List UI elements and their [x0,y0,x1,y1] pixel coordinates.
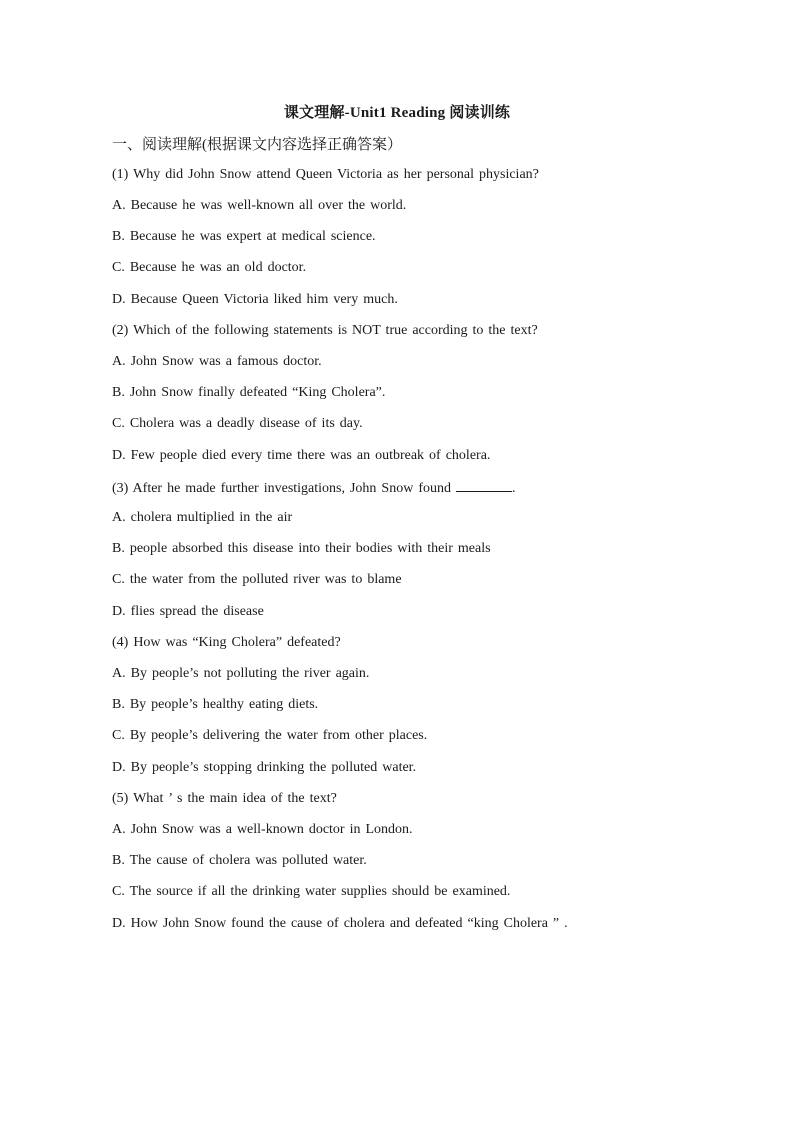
question-3-stem-text: (3) After he made further investigations, John Snow found [112,481,451,496]
question-4-option-b: B. By people’s healthy eating diets. [112,697,319,712]
question-1-option-b: B. Because he was expert at medical science. [112,229,376,244]
question-3-option-d: D. flies spread the disease [112,604,264,619]
question-4-stem: (4) How was “King Cholera” defeated? [112,635,341,650]
question-1-option-d: D. Because Queen Victoria liked him very much. [112,292,398,307]
question-3-option-b: B. people absorbed this disease into their bodies with their meals [112,541,491,556]
question-5-option-c: C. The source if all the drinking water supplies should be examined. [112,884,511,899]
question-5-option-b: B. The cause of cholera was polluted water. [112,853,367,868]
section-heading: 一、阅读理解(根据课文内容选择正确答案） [112,137,402,153]
answer-blank [456,479,512,492]
question-4-option-a: A. By people’s not polluting the river again. [112,666,370,681]
question-2-option-c: C. Cholera was a deadly disease of its day. [112,416,363,431]
document-title: 课文理解-Unit1 Reading 阅读训练 [283,105,511,121]
question-4-option-c: C. By people’s delivering the water from other places. [112,728,428,743]
question-2-option-a: A. John Snow was a famous doctor. [112,354,322,369]
question-5-stem: (5) What ’ s the main idea of the text? [112,791,337,806]
question-4-option-d: D. By people’s stopping drinking the polluted water. [112,760,417,775]
question-1-option-c: C. Because he was an old doctor. [112,260,307,275]
question-1-option-a: A. Because he was well-known all over the world. [112,198,407,213]
question-2-option-b: B. John Snow finally defeated “King Cholera”. [112,385,386,400]
question-2-stem: (2) Which of the following statements is NOT true according to the text? [112,323,538,338]
question-5-option-a: A. John Snow was a well-known doctor in London. [112,822,413,837]
question-3-stem [112,479,516,497]
question-2-option-d: D. Few people died every time there was an outbreak of cholera. [112,448,491,463]
question-5-option-d: D. How John Snow found the cause of cholera and defeated “king Cholera ” . [112,916,568,931]
question-3-option-a: A. cholera multiplied in the air [112,510,293,525]
question-3-stem-suffix: . [512,481,516,496]
question-1-stem: (1) Why did John Snow attend Queen Victoria as her personal physician? [112,167,539,182]
question-3-option-c: C. the water from the polluted river was to blame [112,572,402,587]
